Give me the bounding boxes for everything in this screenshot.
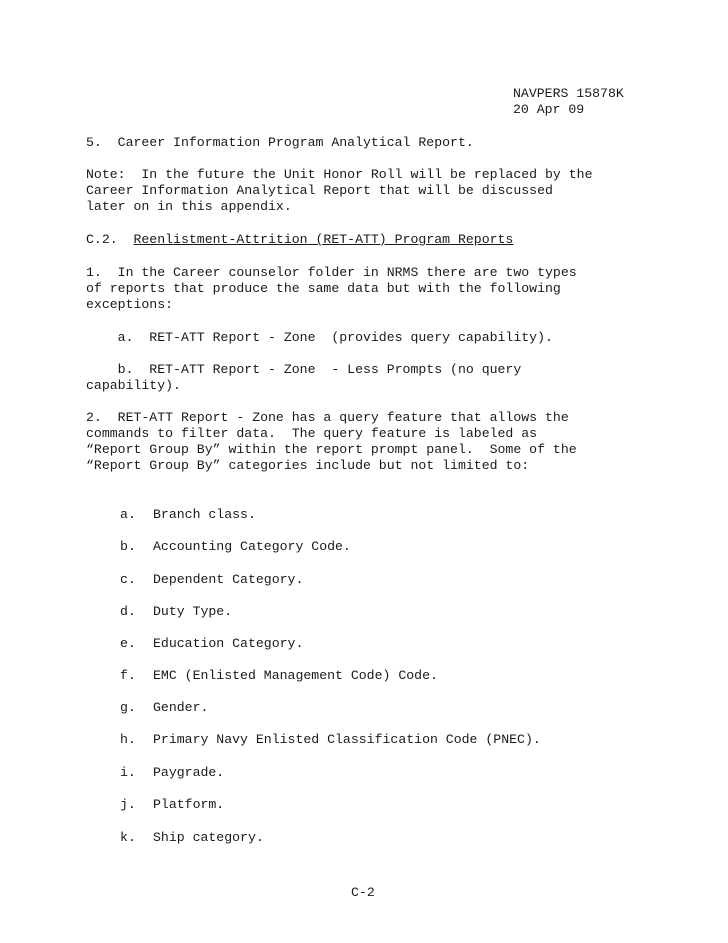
para-2-line: “Report Group By” categories include but not limited to:: [86, 458, 530, 473]
list-item-text: Ship category.: [153, 830, 264, 845]
document-id: NAVPERS 15878K: [513, 86, 624, 101]
page-number: C-2: [351, 885, 375, 900]
report-type-b-cont: capability).: [86, 378, 181, 393]
list-item-text: Paygrade.: [153, 765, 225, 780]
note-line: Career Information Analytical Report that will be discussed: [86, 183, 553, 198]
list-item-text: Branch class.: [153, 507, 256, 522]
section-c2-title: Reenlistment-Attrition (RET-ATT) Program Reports: [133, 232, 514, 247]
list-item-letter: d.: [120, 604, 136, 619]
list-item-letter: i.: [120, 765, 136, 780]
report-type-b: b. RET-ATT Report - Zone - Less Prompts (no query: [86, 362, 522, 377]
list-item-letter: k.: [120, 830, 136, 845]
para-2-line: 2. RET-ATT Report - Zone has a query feature that allows the: [86, 410, 569, 425]
note-line: later on in this appendix.: [86, 199, 292, 214]
list-item-letter: b.: [120, 539, 136, 554]
report-type-a: a. RET-ATT Report - Zone (provides query capability).: [86, 330, 553, 345]
document-date: 20 Apr 09: [513, 102, 585, 117]
list-item-text: Primary Navy Enlisted Classification Code (PNEC).: [153, 732, 541, 747]
list-item-letter: g.: [120, 700, 136, 715]
list-item-letter: e.: [120, 636, 136, 651]
list-item-text: Gender.: [153, 700, 209, 715]
list-item-text: Accounting Category Code.: [153, 539, 351, 554]
note-line: Note: In the future the Unit Honor Roll will be replaced by the: [86, 167, 593, 182]
list-item-letter: j.: [120, 797, 136, 812]
list-item: [0, 814, 728, 862]
list-item-text: Education Category.: [153, 636, 304, 651]
list-item-text: Duty Type.: [153, 604, 233, 619]
para-2-line: “Report Group By” within the report prompt panel. Some of the: [86, 442, 577, 457]
list-item-text: EMC (Enlisted Management Code) Code.: [153, 668, 438, 683]
para-1-line: of reports that produce the same data but with the following: [86, 281, 561, 296]
para-2-line: commands to filter data. The query feature is labeled as: [86, 426, 538, 441]
list-item-text: Platform.: [153, 797, 225, 812]
list-item-letter: h.: [120, 732, 136, 747]
section-c2-number: C.2.: [86, 232, 118, 247]
para-1-line: 1. In the Career counselor folder in NRMS there are two types: [86, 265, 577, 280]
section-5-heading: 5. Career Information Program Analytical Report.: [86, 135, 474, 150]
list-item-letter: a.: [120, 507, 136, 522]
list-item-letter: f.: [120, 668, 136, 683]
list-item-text: Dependent Category.: [153, 572, 304, 587]
section-c2-heading: [86, 232, 513, 248]
list-item-letter: c.: [120, 572, 136, 587]
para-1-line: exceptions:: [86, 297, 174, 312]
